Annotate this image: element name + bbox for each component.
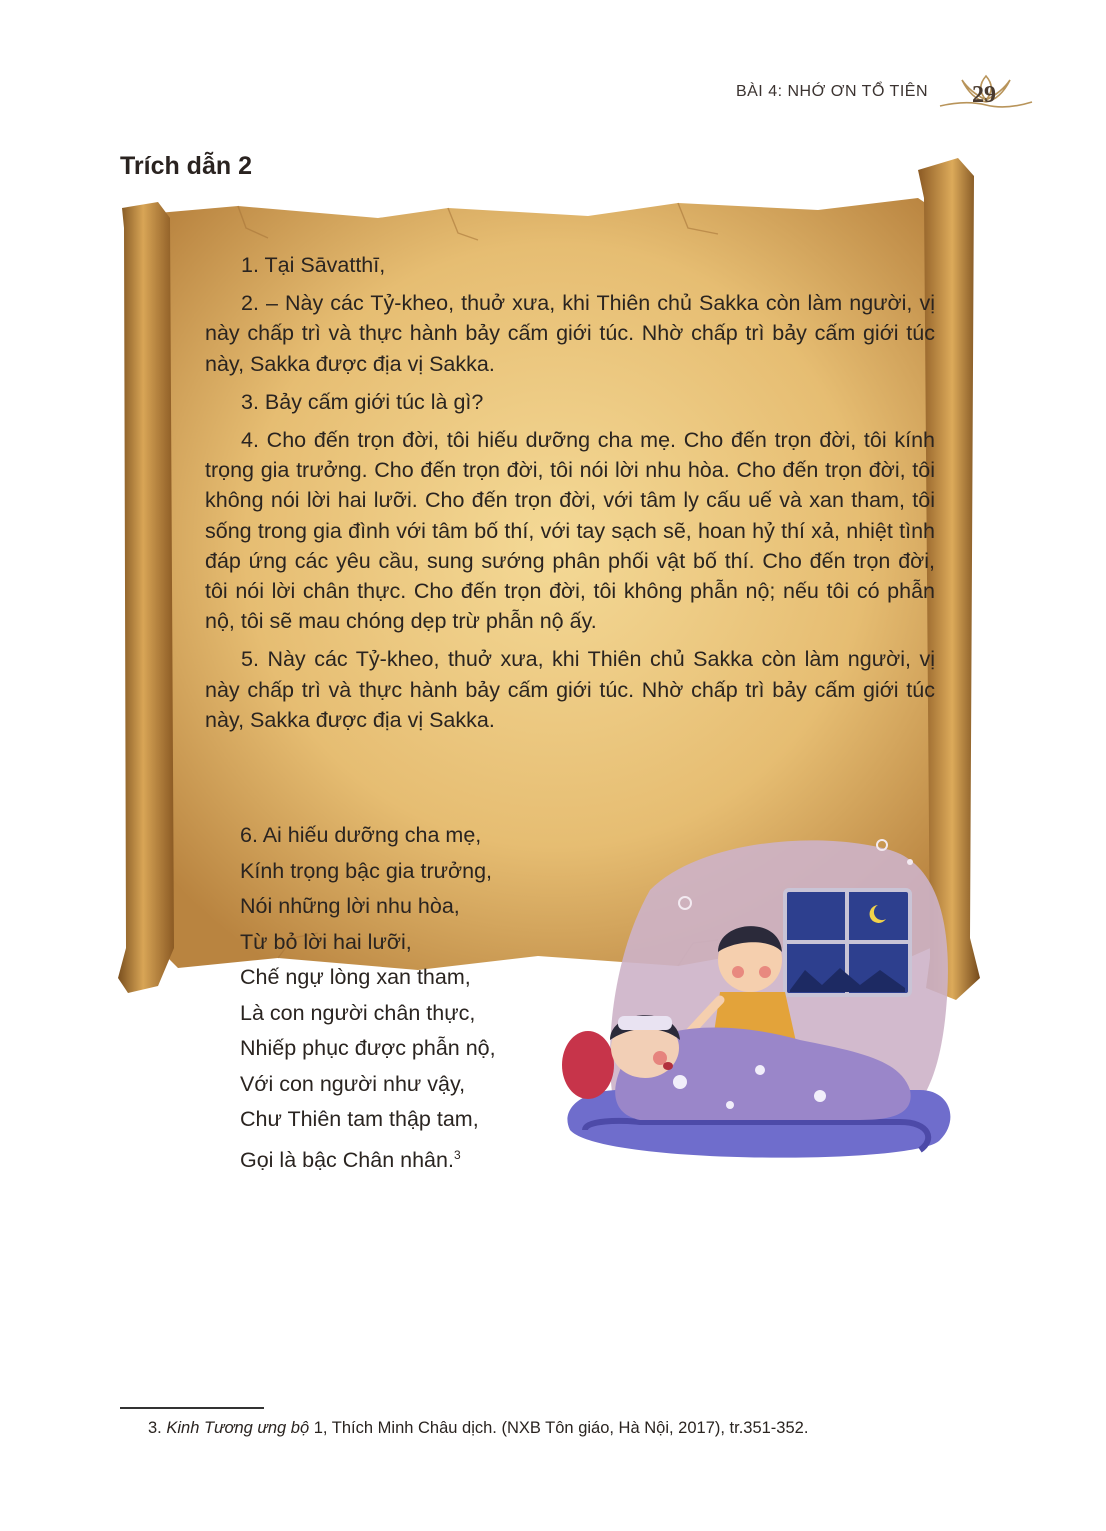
paragraph-2: 2. – Này các Tỷ-kheo, thuở xưa, khi Thiên chủ Sakka còn làm người, vị này chấp trì và thực hành bảy cấm giới túc. Nhờ chấp trì bảy cấm giới túc này, Sakka được địa vị Sakka. bbox=[205, 291, 935, 376]
illustration-drawing bbox=[560, 820, 960, 1210]
poem-line-2: Kính trọng bậc gia trưởng, bbox=[240, 858, 492, 883]
paragraph-4: 4. Cho đến trọn đời, tôi hiếu dưỡng cha mẹ. Cho đến trọn đời, tôi kính trọng gia trưởng. Cho đến trọn đời, tôi nói lời nhu hòa. Cho đến trọn đời, tôi không nói lời hai lưỡi. Cho đến trọn đời, với tâm ly cấu uế và xan tham, tôi sống trong gia đình với tâm bố thí, với tay sạch sẽ, hoan hỷ thí xả, nhiệt tình đáp ứng các yêu cầu, sung sướng phân phối vật bố thí. Cho đến trọn đời, tôi nói lời chân thực. Cho đến trọn đời, tôi không phẫn nộ; nếu tôi có phẫn nộ, tôi sẽ mau chóng dẹp trừ phẫn nộ ấy. bbox=[205, 428, 935, 634]
poem bbox=[240, 818, 496, 1178]
poem-line-4: Từ bỏ lời hai lưỡi, bbox=[240, 929, 412, 954]
poem-line-5: Chế ngự lòng xan tham, bbox=[240, 965, 471, 989]
page-number: 29 bbox=[972, 82, 996, 108]
footnote-source-title: Kinh Tương ưng bộ bbox=[166, 1419, 310, 1437]
poem-line-3: Nói những lời nhu hòa, bbox=[240, 894, 460, 918]
paragraph-3: 3. Bảy cấm giới túc là gì? bbox=[241, 389, 484, 414]
poem-line-10-text: Gọi là bậc Chân nhân. bbox=[240, 1147, 454, 1172]
quote-body bbox=[205, 250, 935, 743]
footnote-number: 3. bbox=[148, 1419, 162, 1437]
section-title: Trích dẫn 2 bbox=[120, 152, 252, 180]
poem-line-10 bbox=[240, 1138, 496, 1179]
poem-line-6: Là con người chân thực, bbox=[240, 1000, 476, 1025]
footnote-reference[interactable]: 3 bbox=[453, 1147, 461, 1162]
footnote-divider bbox=[120, 1407, 264, 1409]
page-header bbox=[736, 72, 1036, 112]
poem-line-7: Nhiếp phục được phẫn nộ, bbox=[240, 1036, 496, 1060]
footnote bbox=[148, 1419, 808, 1438]
poem-line-8: Với con người như vậy, bbox=[240, 1071, 466, 1096]
paragraph-5: 5. Này các Tỷ-kheo, thuở xưa, khi Thiên chủ Sakka còn làm người, vị này chấp trì và thực hành bảy cấm giới túc. Nhờ chấp trì bảy cấm giới túc này, Sakka được địa vị Sakka. bbox=[205, 647, 935, 732]
poem-line-1: 6. Ai hiếu dưỡng cha mẹ, bbox=[240, 823, 482, 847]
poem-line-9: Chư Thiên tam thập tam, bbox=[240, 1107, 479, 1131]
page-number-ornament bbox=[936, 72, 1036, 112]
lesson-title: BÀI 4: NHỚ ƠN TỔ TIÊN bbox=[735, 83, 928, 100]
footnote-source-details: 1, Thích Minh Châu dịch. (NXB Tôn giáo, Hà Nội, 2017), tr.351-352. bbox=[309, 1419, 809, 1437]
illustration-child-caring-mother bbox=[560, 820, 960, 1210]
paragraph-1: 1. Tại Sāvatthī, bbox=[241, 253, 386, 277]
